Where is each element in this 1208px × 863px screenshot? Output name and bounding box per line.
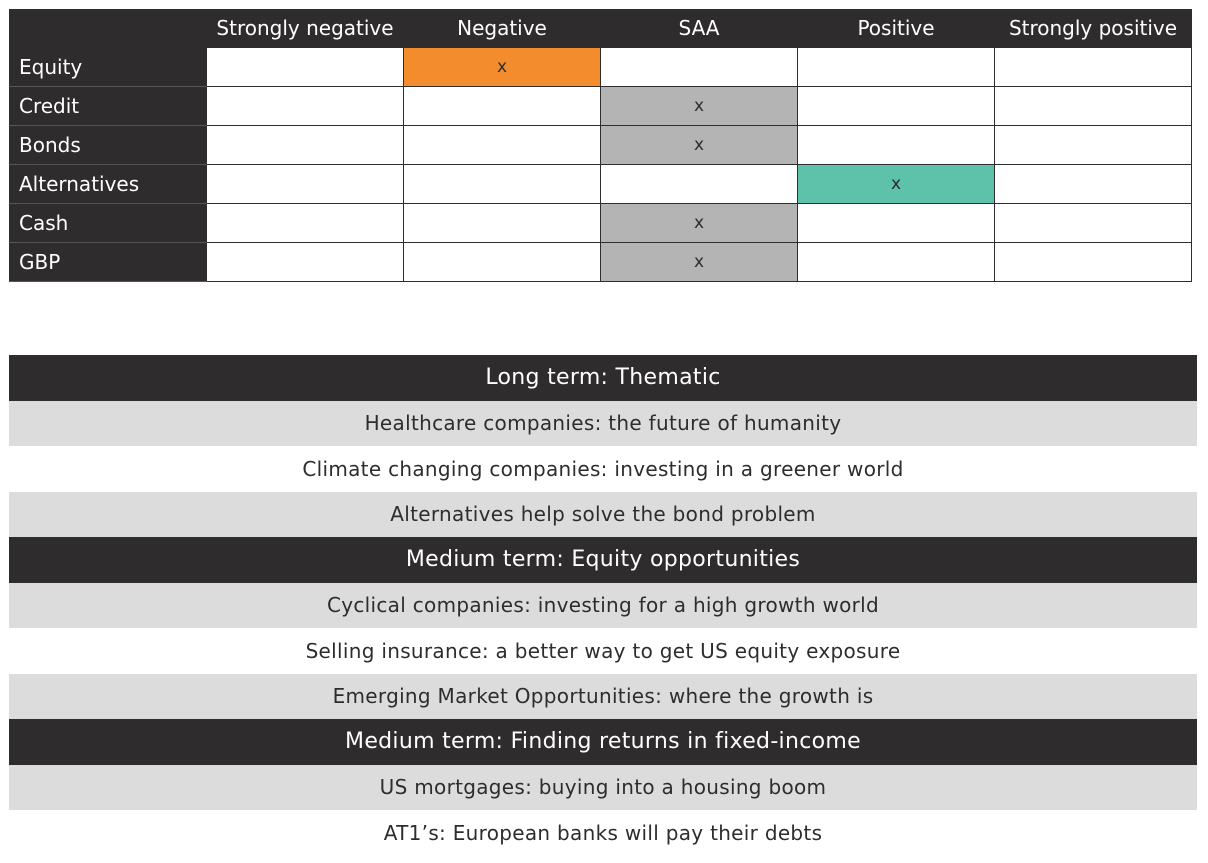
positioning-row	[9, 243, 1192, 282]
positioning-row	[9, 204, 1192, 243]
position-cell	[207, 126, 404, 165]
position-cell	[798, 48, 995, 87]
theme-item: Healthcare companies: the future of humanity	[9, 401, 1197, 447]
position-cell	[995, 126, 1192, 165]
column-header: Negative	[404, 9, 601, 48]
position-marker-cell: x	[404, 48, 601, 87]
position-marker-cell: x	[798, 165, 995, 204]
position-cell	[207, 48, 404, 87]
theme-section-heading: Medium term: Equity opportunities	[9, 537, 1197, 583]
positioning-table	[9, 9, 1192, 282]
position-cell	[798, 204, 995, 243]
position-cell	[207, 243, 404, 282]
asset-class-label: Credit	[9, 87, 207, 126]
position-cell	[601, 165, 798, 204]
position-cell	[798, 87, 995, 126]
position-marker-cell: x	[601, 87, 798, 126]
theme-item: Selling insurance: a better way to get US equity exposure	[9, 628, 1197, 674]
theme-item: Cyclical companies: investing for a high growth world	[9, 583, 1197, 629]
position-cell	[207, 204, 404, 243]
positioning-header-row	[9, 9, 1192, 48]
asset-class-label: GBP	[9, 243, 207, 282]
asset-class-label: Bonds	[9, 126, 207, 165]
position-cell	[995, 243, 1192, 282]
positioning-row	[9, 126, 1192, 165]
position-marker-cell: x	[601, 204, 798, 243]
theme-item: Climate changing companies: investing in a greener world	[9, 446, 1197, 492]
themes-list	[9, 355, 1197, 856]
positioning-row	[9, 165, 1192, 204]
positioning-row	[9, 87, 1192, 126]
positioning-row	[9, 48, 1192, 87]
column-header: Positive	[798, 9, 995, 48]
position-cell	[995, 165, 1192, 204]
theme-item: AT1’s: European banks will pay their debts	[9, 810, 1197, 856]
asset-class-label: Cash	[9, 204, 207, 243]
position-marker-cell: x	[601, 243, 798, 282]
positioning-body	[9, 48, 1192, 282]
position-cell	[995, 48, 1192, 87]
position-cell	[404, 243, 601, 282]
theme-item: Alternatives help solve the bond problem	[9, 492, 1197, 538]
position-cell	[207, 165, 404, 204]
theme-item: Emerging Market Opportunities: where the growth is	[9, 674, 1197, 720]
position-cell	[995, 204, 1192, 243]
position-cell	[798, 243, 995, 282]
position-cell	[798, 126, 995, 165]
asset-class-label: Alternatives	[9, 165, 207, 204]
position-cell	[995, 87, 1192, 126]
column-header: Strongly negative	[207, 9, 404, 48]
position-cell	[404, 87, 601, 126]
theme-section-heading: Long term: Thematic	[9, 355, 1197, 401]
position-cell	[404, 126, 601, 165]
position-cell	[207, 87, 404, 126]
position-cell	[601, 48, 798, 87]
position-cell	[404, 165, 601, 204]
column-header: Strongly positive	[995, 9, 1192, 48]
column-header: SAA	[601, 9, 798, 48]
theme-item: US mortgages: buying into a housing boom	[9, 765, 1197, 811]
header-corner	[9, 9, 207, 48]
asset-class-label: Equity	[9, 48, 207, 87]
theme-section-heading: Medium term: Finding returns in fixed-income	[9, 719, 1197, 765]
position-marker-cell: x	[601, 126, 798, 165]
position-cell	[404, 204, 601, 243]
